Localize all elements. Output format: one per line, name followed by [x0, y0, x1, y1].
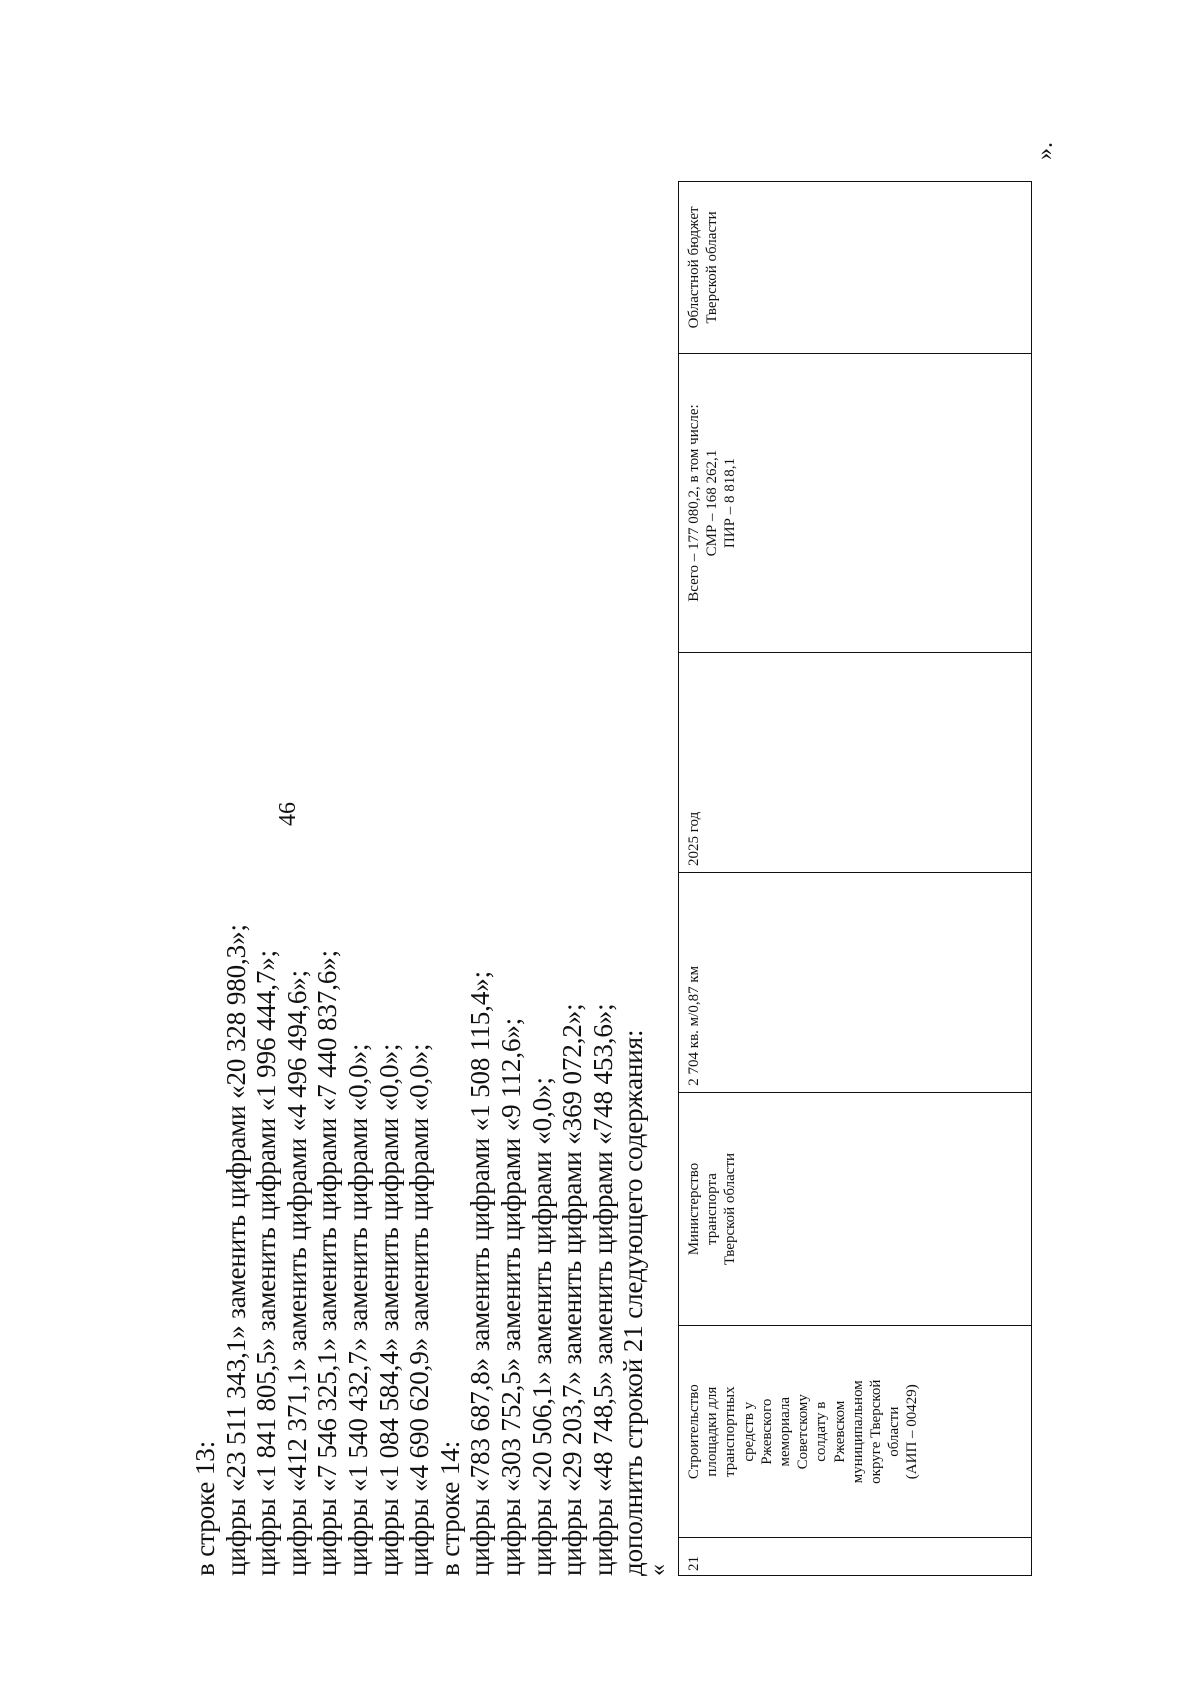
object-name-line: (АИП – 00429) — [904, 1384, 921, 1480]
instruction-line: цифры «23 511 343,1» заменить цифрами «20 328 980,3»; — [220, 924, 251, 1576]
year-cell: 2025 год — [679, 652, 1031, 872]
instruction-line: цифры «412 371,1» заменить цифрами «4 496 494,6»; — [281, 969, 312, 1576]
object-name-line: площадки для — [704, 1386, 721, 1477]
object-name-line: транспортных — [722, 1386, 739, 1477]
capacity-cell: 2 704 кв. м/0,87 км — [679, 872, 1031, 1092]
object-name-line: муниципальном — [849, 1380, 866, 1484]
instruction-line: в строке 14: — [434, 1440, 465, 1576]
instruction-line: цифры «4 690 620,9» заменить цифрами «0,0»; — [404, 1043, 435, 1576]
object-name-cell — [679, 1325, 1031, 1537]
instruction-line: цифры «1 540 432,7» заменить цифрами «0,0»; — [342, 1043, 373, 1576]
instruction-line: цифры «303 752,5» заменить цифрами «9 112,6»; — [495, 1017, 526, 1576]
object-name-line: средств у — [740, 1401, 757, 1462]
instruction-line: цифры «1 084 584,4» заменить цифрами «0,0»; — [373, 1043, 404, 1576]
instruction-line: цифры «1 841 805,5» заменить цифрами «1 996 444,7»; — [251, 949, 282, 1576]
opening-quote: « — [645, 1564, 671, 1576]
instruction-line: цифры «7 546 325,1» заменить цифрами «7 440 837,6»; — [312, 949, 343, 1576]
instruction-line: цифры «20 506,1» заменить цифрами «0,0»; — [526, 1077, 557, 1576]
customer-line: Министерство — [686, 1162, 702, 1256]
instruction-line: цифры «48 748,5» заменить цифрами «748 453,6»; — [587, 1003, 618, 1576]
object-name-line: Ржевского — [758, 1398, 775, 1465]
object-name-line: мемориала — [777, 1396, 794, 1467]
object-name-line: Советскому — [795, 1394, 812, 1470]
funding-source-line: Тверской области — [704, 211, 721, 324]
rotated-page-content — [190, 126, 1060, 1576]
funding-source-line: Областной бюджет — [686, 206, 702, 329]
object-name-line: округе Тверской — [868, 1379, 885, 1484]
row-number-cell: 21 — [679, 1537, 1031, 1575]
customer-line: Тверской области — [722, 1152, 739, 1266]
instruction-line: в строке 13: — [190, 1440, 220, 1576]
instruction-line: цифры «29 203,7» заменить цифрами «369 072,2»; — [557, 1003, 588, 1576]
cost-line: СМР – 168 262,1 — [704, 449, 721, 557]
page-number: 46 — [275, 802, 301, 826]
amendment-instructions — [190, 476, 649, 1576]
cost-line: ПИР – 8 818,1 — [722, 458, 739, 549]
object-name-line: Строительство — [686, 1384, 702, 1480]
instruction-line: цифры «783 687,8» заменить цифрами «1 508 115,4»; — [465, 970, 496, 1576]
table-row — [678, 181, 1032, 1576]
instruction-line: дополнить строкой 21 следующего содержания: — [618, 1029, 649, 1576]
cost-line: Всего – 177 080,2, в том числе: — [686, 404, 702, 602]
object-name-line: Ржевском — [831, 1400, 848, 1463]
customer-cell — [679, 1092, 1031, 1326]
closing-quote: ». — [1032, 142, 1058, 160]
object-name-line: солдату в — [813, 1401, 830, 1462]
cost-cell — [679, 353, 1031, 653]
customer-line: транспорта — [704, 1173, 721, 1245]
funding-source-cell — [679, 182, 1031, 353]
object-name-line: области — [886, 1406, 903, 1457]
